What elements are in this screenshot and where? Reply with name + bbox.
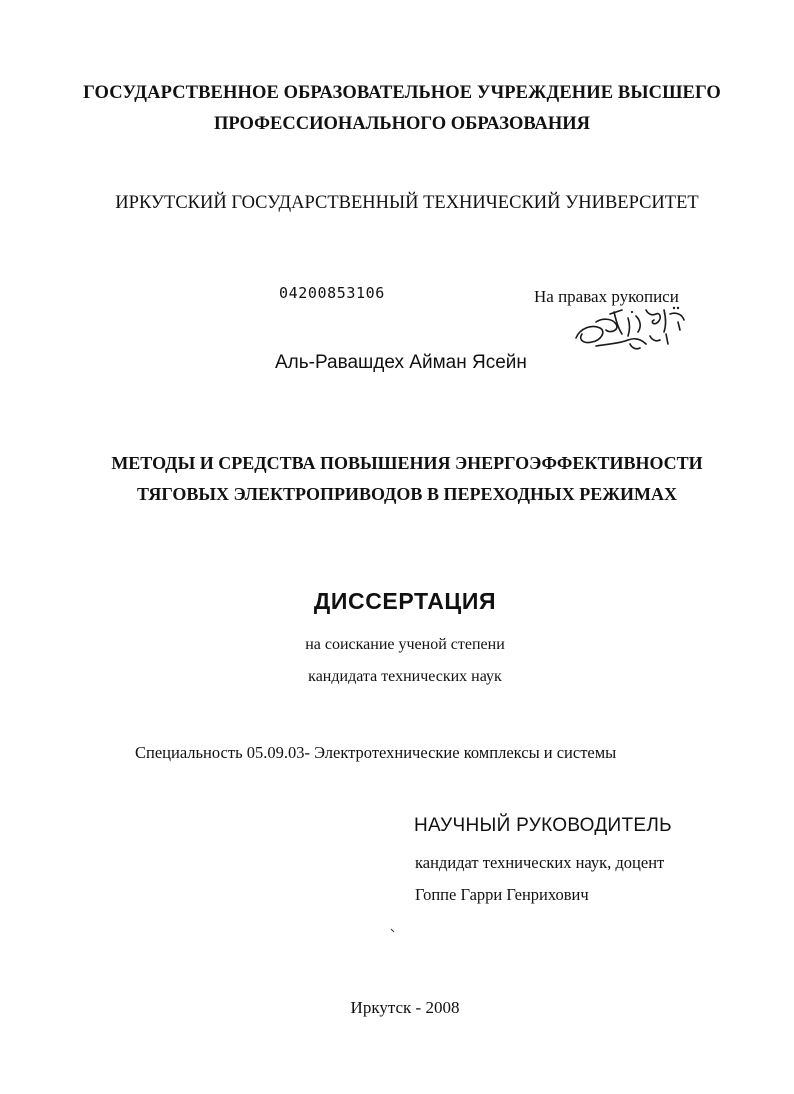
- dissertation-title-line-2: ТЯГОВЫХ ЭЛЕКТРОПРИВОДОВ В ПЕРЕХОДНЫХ РЕЖИМАХ: [137, 484, 677, 504]
- handwritten-signature-icon: [566, 300, 696, 360]
- stray-mark-icon: [390, 928, 396, 934]
- rights-note: На правах рукописи: [534, 287, 679, 306]
- university-name: ИРКУТСКИЙ ГОСУДАРСТВЕННЫЙ ТЕХНИЧЕСКИЙ УНИВЕРСИТЕТ: [115, 193, 699, 213]
- speciality-line: Специальность 05.09.03- Электротехнические комплексы и системы: [135, 743, 617, 762]
- author-name: Аль-Равашдех Айман Ясейн: [275, 352, 527, 373]
- supervisor-name: Гоппе Гарри Генрихович: [415, 885, 589, 904]
- degree-purpose-line-2: кандидата технических наук: [308, 668, 502, 685]
- organization-line-1: ГОСУДАРСТВЕННОЕ ОБРАЗОВАТЕЛЬНОЕ УЧРЕЖДЕНИЕ ВЫСШЕГО: [83, 83, 721, 103]
- degree-purpose-line-1: на соискание ученой степени: [305, 636, 505, 653]
- document-type: ДИССЕРТАЦИЯ: [313, 588, 497, 614]
- organization-line-2: ПРОФЕССИОНАЛЬНОГО ОБРАЗОВАНИЯ: [213, 114, 591, 134]
- dissertation-title-line-1: МЕТОДЫ И СРЕДСТВА ПОВЫШЕНИЯ ЭНЕРГОЭФФЕКТИВНОСТИ: [111, 453, 703, 473]
- supervisor-heading: НАУЧНЫЙ РУКОВОДИТЕЛЬ: [414, 815, 672, 836]
- supervisor-degree: кандидат технических наук, доцент: [415, 853, 665, 872]
- registration-code: 04200853106: [279, 284, 385, 302]
- place-and-year: Иркутск - 2008: [350, 998, 460, 1017]
